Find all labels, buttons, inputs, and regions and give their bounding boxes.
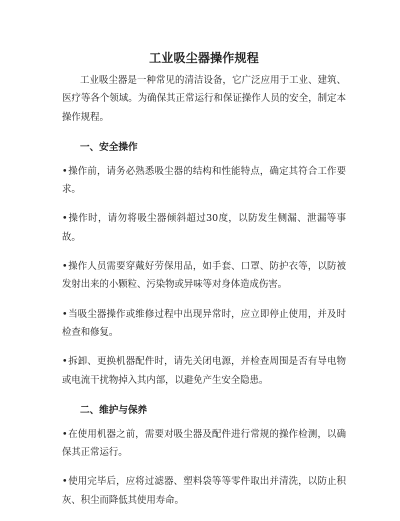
list-item-text: 当吸尘器操作或维修过程中出现异常时，应立即停止使用，并及时检查和修复。 [62, 308, 346, 338]
section-heading-maintenance: 二、维护与保养 [80, 404, 148, 416]
list-item [62, 163, 346, 200]
list-item-text: 操作时，请勿将吸尘器倾斜超过30度，以防发生侧漏、泄漏等事故。 [62, 213, 346, 243]
bullet-icon: • [62, 428, 68, 440]
bullet-icon: • [62, 213, 68, 225]
list-item-text: 操作前，请务必熟悉吸尘器的结构和性能特点，确定其符合工作要求。 [62, 165, 346, 196]
list-item-text: 在使用机器之前，需要对吸尘器及配件进行常规的操作检测，以确保其正常运行。 [62, 428, 346, 459]
list-item [62, 353, 346, 390]
list-item-text: 拆卸、更换机器配件时，请先关闭电源，并检查周围是否有导电物或电流干扰物掉入其内部，以避免产生安全隐患。 [62, 356, 346, 386]
list-item [62, 426, 346, 463]
bullet-icon: • [62, 261, 68, 273]
list-item [62, 306, 346, 343]
document-title: 工业吸尘器操作规程 [149, 51, 259, 65]
list-item-text: 操作人员需要穿戴好劳保用品，如手套、口罩、防护衣等，以防被发射出来的小颗粒、污染物或异味等对身体造成伤害。 [62, 261, 346, 291]
list-item [62, 210, 346, 247]
list-item [62, 258, 346, 295]
bullet-icon: • [62, 308, 68, 320]
intro-paragraph: 工业吸尘器是一种常见的清洁设备，它广泛应用于工业、建筑、医疗等各个领域。为确保其正常运行和保证操作人员的安全，制定本操作规程。 [62, 75, 346, 123]
bullet-icon: • [62, 476, 68, 488]
list-item-text: 使用完毕后，应将过滤器、塑料袋等等零件取出并清洗，以防止积灰、积尘而降低其使用寿命。 [62, 476, 346, 506]
list-item [62, 473, 346, 510]
section-heading-safety: 一、安全操作 [80, 141, 138, 153]
document-body [62, 50, 346, 521]
bullet-icon: • [62, 356, 68, 368]
bullet-icon: • [62, 165, 68, 177]
